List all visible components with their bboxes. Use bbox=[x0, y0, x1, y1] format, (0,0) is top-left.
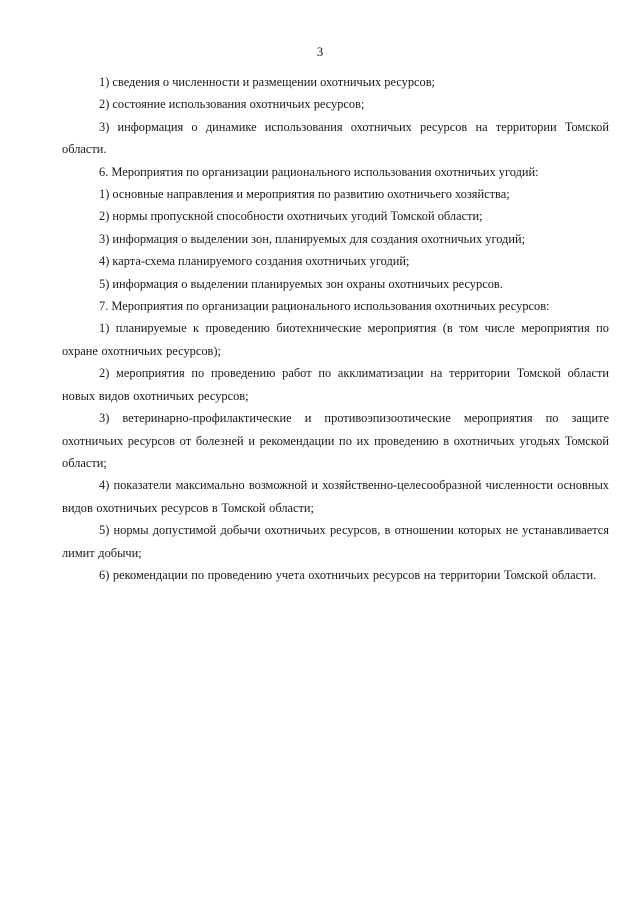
list-item-usage-dynamics: 3) информация о динамике использования охотничьих ресурсов на территории Томской области. bbox=[62, 119, 609, 157]
document-body bbox=[62, 71, 609, 586]
list-item-harvest-norms: 5) нормы допустимой добычи охотничьих ресурсов, в отношении которых не устанавливается лимит добычи; bbox=[62, 523, 609, 560]
list-item-population-indicators: 4) показатели максимально возможной и хозяйственно-целесообразной численности основных видов охотничьих ресурсов в Томской области; bbox=[62, 478, 609, 515]
list-item-capacity-norms: 2) нормы пропускной способности охотничьих угодий Томской области; bbox=[99, 209, 483, 224]
list-item-zone-allocation: 3) информация о выделении зон, планируемых для создания охотничьих угодий; bbox=[99, 231, 526, 246]
list-item-protection-zones: 5) информация о выделении планируемых зон охраны охотничьих ресурсов. bbox=[99, 276, 503, 291]
section-heading-land-use: 6. Мероприятия по организации рационального использования охотничьих угодий: bbox=[99, 164, 539, 179]
section-heading-resource-use: 7. Мероприятия по организации рационального использования охотничьих ресурсов: bbox=[99, 299, 550, 314]
list-item-usage-state: 2) состояние использования охотничьих ресурсов; bbox=[99, 97, 365, 112]
list-item-veterinary: 3) ветеринарно-профилактические и противоэпизоотические мероприятия по защите охотничьих ресурсов от болезней и рекомендации по их проведению в охотничьих угодьях Томской области; bbox=[62, 411, 609, 470]
list-item-main-directions: 1) основные направления и мероприятия по развитию охотничьего хозяйства; bbox=[99, 187, 510, 202]
list-item-biotechnical: 1) планируемые к проведению биотехнические мероприятия (в том числе мероприятия по охране охотничьих ресурсов); bbox=[62, 321, 609, 358]
page-number: 3 bbox=[316, 44, 324, 59]
list-item-population-info: 1) сведения о численности и размещении охотничьих ресурсов; bbox=[99, 75, 435, 89]
list-item-acclimatization: 2) мероприятия по проведению работ по акклиматизации на территории Томской области новых видов охотничьих ресурсов; bbox=[62, 366, 609, 403]
list-item-census-recommendations: 6) рекомендации по проведению учета охотничьих ресурсов на территории Томской области. bbox=[99, 567, 597, 582]
list-item-map-scheme: 4) карта-схема планируемого создания охотничьих угодий; bbox=[99, 254, 410, 269]
